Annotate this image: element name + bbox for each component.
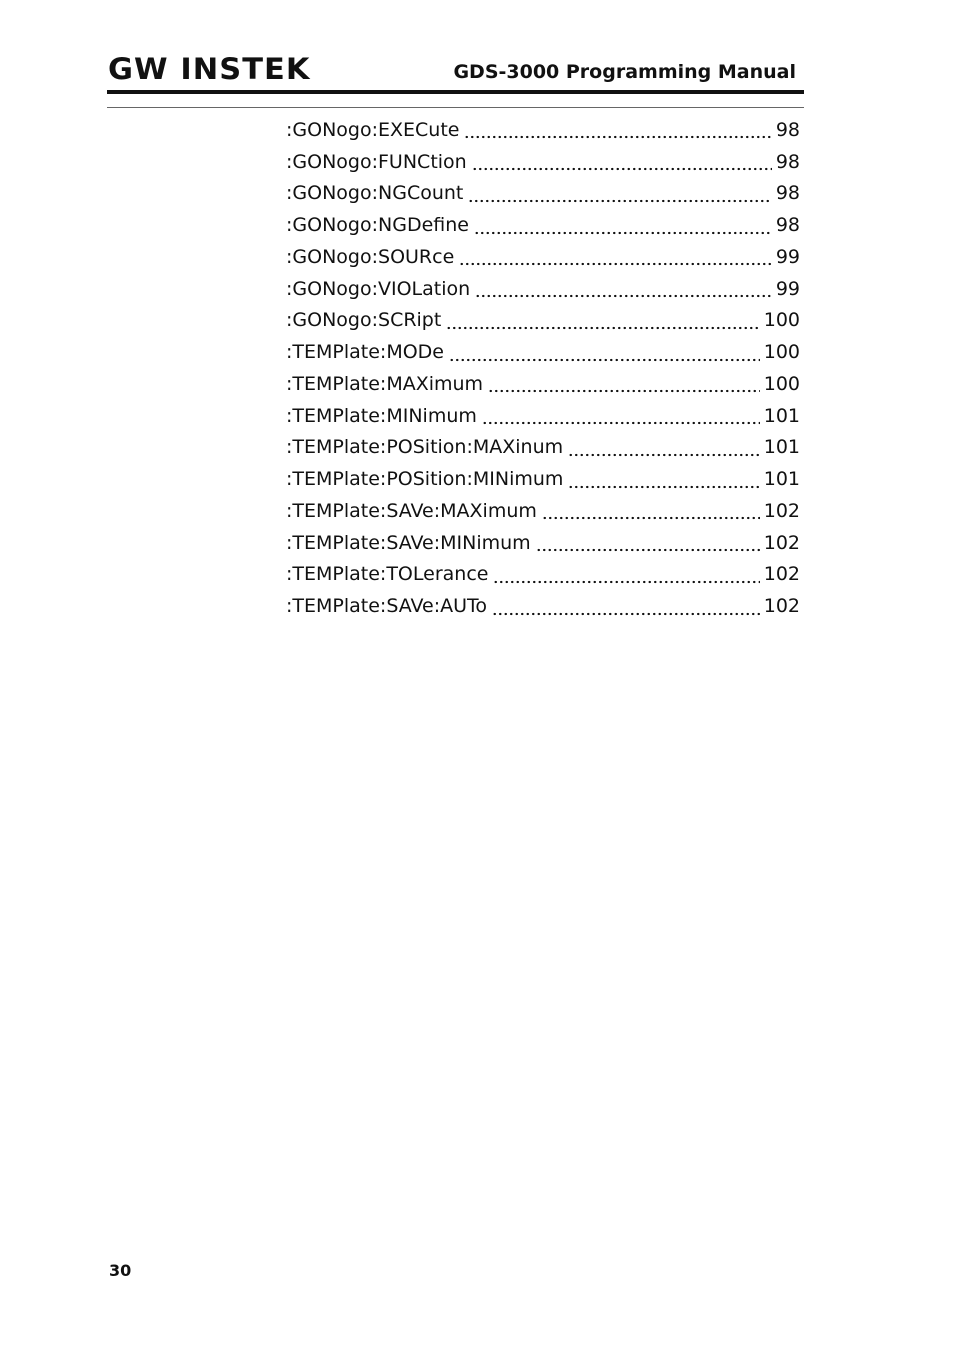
toc-entry-page: 101 (763, 404, 800, 427)
toc-entry-label: :GONogo:FUNCtion (286, 150, 467, 173)
toc-dot-leader (474, 216, 772, 235)
toc-entry[interactable] (286, 178, 800, 210)
header-rule-thin (107, 107, 804, 108)
toc-entry-page: 100 (763, 372, 800, 395)
toc-entry-label: :TEMPlate:SAVe:AUTo (286, 595, 488, 618)
toc-entry[interactable] (286, 527, 800, 559)
toc-entry-label: :TEMPlate:SAVe:MAXimum (286, 499, 537, 522)
toc-entry-page: 99 (775, 277, 800, 300)
page-number: 30 (109, 1261, 132, 1280)
toc-entry[interactable] (286, 559, 800, 591)
header-rule-thick (107, 90, 804, 94)
toc-entry-page: 101 (763, 468, 800, 491)
toc-dot-leader (542, 501, 760, 520)
document-title: GDS-3000 Programming Manual (453, 61, 796, 83)
toc-dot-leader (493, 565, 759, 584)
toc-dot-leader (472, 152, 772, 171)
toc-dot-leader (464, 120, 771, 139)
toc-entry-label: :TEMPlate:SAVe:MINimum (286, 531, 531, 554)
toc-dot-leader (536, 533, 760, 552)
toc-entry-label: :TEMPlate:POSition:MAXinum (286, 436, 564, 459)
toc-entry-label: :GONogo:NGCount (286, 182, 464, 205)
toc-dot-leader (459, 247, 772, 266)
toc-entry-page: 101 (763, 436, 800, 459)
toc-entry-page: 98 (775, 214, 800, 237)
toc-dot-leader (449, 343, 760, 362)
toc-entry[interactable] (286, 273, 800, 305)
toc-entry[interactable] (286, 590, 800, 622)
toc-entry[interactable] (286, 368, 800, 400)
toc-entry-page: 99 (775, 245, 800, 268)
toc-entry[interactable] (286, 241, 800, 273)
toc-dot-leader (492, 597, 760, 616)
toc-entry-page: 98 (775, 182, 800, 205)
toc-entry-label: :TEMPlate:TOLerance (286, 563, 489, 586)
table-of-contents (286, 114, 800, 622)
toc-entry-label: :GONogo:VIOLation (286, 277, 471, 300)
toc-dot-leader (468, 184, 771, 203)
toc-entry-label: :GONogo:NGDefine (286, 214, 469, 237)
toc-entry[interactable] (286, 336, 800, 368)
toc-entry[interactable] (286, 114, 800, 146)
toc-entry[interactable] (286, 432, 800, 464)
toc-entry-label: :TEMPlate:MODe (286, 341, 444, 364)
toc-entry-label: :GONogo:SCRipt (286, 309, 442, 332)
toc-entry[interactable] (286, 463, 800, 495)
toc-dot-leader (568, 470, 759, 489)
toc-entry[interactable] (286, 305, 800, 337)
toc-entry-page: 102 (763, 563, 800, 586)
toc-entry[interactable] (286, 495, 800, 527)
toc-entry-page: 102 (763, 531, 800, 554)
toc-entry-page: 98 (775, 118, 800, 141)
toc-entry[interactable] (286, 146, 800, 178)
toc-entry-page: 100 (763, 341, 800, 364)
toc-dot-leader (446, 311, 759, 330)
toc-entry[interactable] (286, 400, 800, 432)
toc-entry-page: 102 (763, 499, 800, 522)
toc-entry[interactable] (286, 209, 800, 241)
toc-entry-label: :TEMPlate:POSition:MINimum (286, 468, 564, 491)
toc-dot-leader (475, 279, 772, 298)
toc-dot-leader (568, 438, 760, 457)
toc-dot-leader (482, 406, 760, 425)
toc-entry-label: :GONogo:EXECute (286, 118, 460, 141)
toc-entry-page: 100 (763, 309, 800, 332)
toc-entry-page: 102 (763, 595, 800, 618)
brand-logo: GW INSTEK (108, 52, 311, 86)
toc-entry-label: :TEMPlate:MAXimum (286, 372, 484, 395)
toc-entry-label: :GONogo:SOURce (286, 245, 455, 268)
toc-entry-label: :TEMPlate:MINimum (286, 404, 477, 427)
toc-dot-leader (488, 374, 760, 393)
toc-entry-page: 98 (775, 150, 800, 173)
